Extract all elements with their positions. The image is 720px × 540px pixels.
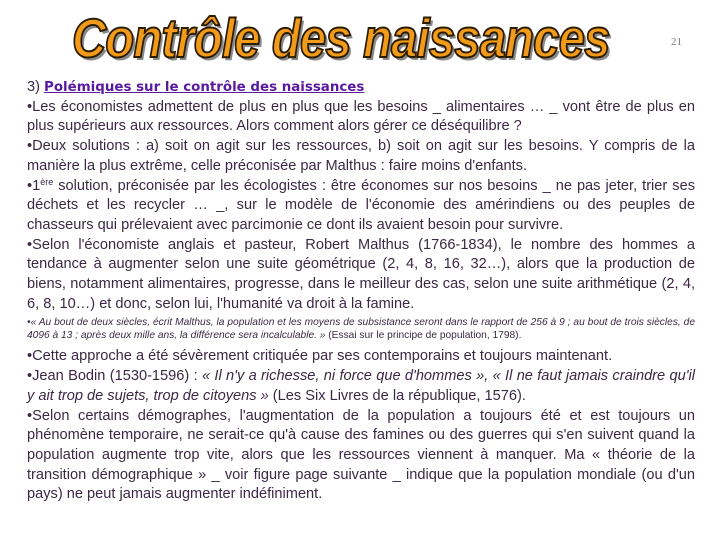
malthus-quote-text: •« Au bout de deux siècles, écrit Malthus, la population et les moyens de subsistance seront dans le rapport de 256 à 9 ; au bout de trois siècles, de 4096 à 13 ; après deux mille ans, la différence sera incalculable. »: [27, 317, 695, 342]
paragraph-economists: •Les économistes admettent de plus en plus que les besoins _ alimentaires … _ vont être de plus en plus supérieurs aux ressources. Alors comment alors gérer ce déséquilibre ?: [27, 98, 695, 135]
section-heading-text: Polémiques sur le contrôle des naissances: [44, 80, 365, 95]
paragraph-bodin: [27, 367, 695, 406]
section-number: 3): [27, 79, 45, 95]
paragraph-first-solution: [27, 177, 695, 236]
first-solution-text: solution, préconisée par les écologistes : être économes sur nos besoins _ ne pas jeter, trier ses déchets et les recycler … _, sur le modèle de l'économie des amérindiens ou des peuples de chasseurs qui prélevaient avec parcimonie ce dont ils avaient besoin pour survivre.: [27, 177, 695, 233]
paragraph-demographers: •Selon certains démographes, l'augmentation de la population a toujours été et est toujours un phénomène temporaire, ne serait-ce qu'à cause des famines ou des guerres qui s'en suivent quand la population augmente trop vite, alors que les ressources viennent à manquer. Ma « théorie de la transition démographique » _ voir figure page suivante _ indique que la population mondiale (ou d'un pays) ne peut jamais augmenter indéfiniment.: [27, 407, 695, 503]
slide-title: Contrôle des naissances: [72, 7, 610, 69]
malthus-quote: [27, 316, 695, 342]
malthus-quote-source: (Essai sur le principe de population, 1798).: [325, 330, 522, 342]
bodin-intro: •Jean Bodin (1530-1596) :: [27, 368, 202, 385]
first-solution-bullet: •1: [27, 177, 41, 194]
section-heading: [27, 78, 695, 98]
paragraph-two-solutions: •Deux solutions : a) soit on agit sur les ressources, b) soit on agit sur les besoins. Y compris de la manière la plus extrême, celle préconisée par Malthus : faire moins d'enfants.: [27, 138, 695, 174]
paragraph-criticism: •Cette approche a été sévèrement critiquée par ses contemporains et toujours maintenant.: [27, 348, 613, 365]
paragraph-malthus: •Selon l'économiste anglais et pasteur, Robert Malthus (1766-1834), le nombre des hommes a tendance à augmenter selon une suite géométrique (2, 4, 8, 16, 32…), alors que la production de biens, notamment alimentaires, progresse, dans le meilleur des cas, selon une suite arithmétique (2, 4, 6, 8, 10…) et donc, selon lui, l'humanité va droit à la famine.: [27, 236, 695, 312]
bodin-quote: « Il n'y a richesse, ni force que d'hommes », « Il ne faut jamais craindre qu'il y ait trop de sujets, trop de citoyens »: [27, 368, 695, 404]
bodin-source: (Les Six Livres de la république, 1576).: [268, 387, 526, 404]
page-number: 21: [671, 36, 682, 48]
first-solution-superscript: ère: [40, 176, 54, 187]
slide-body: [27, 78, 695, 505]
